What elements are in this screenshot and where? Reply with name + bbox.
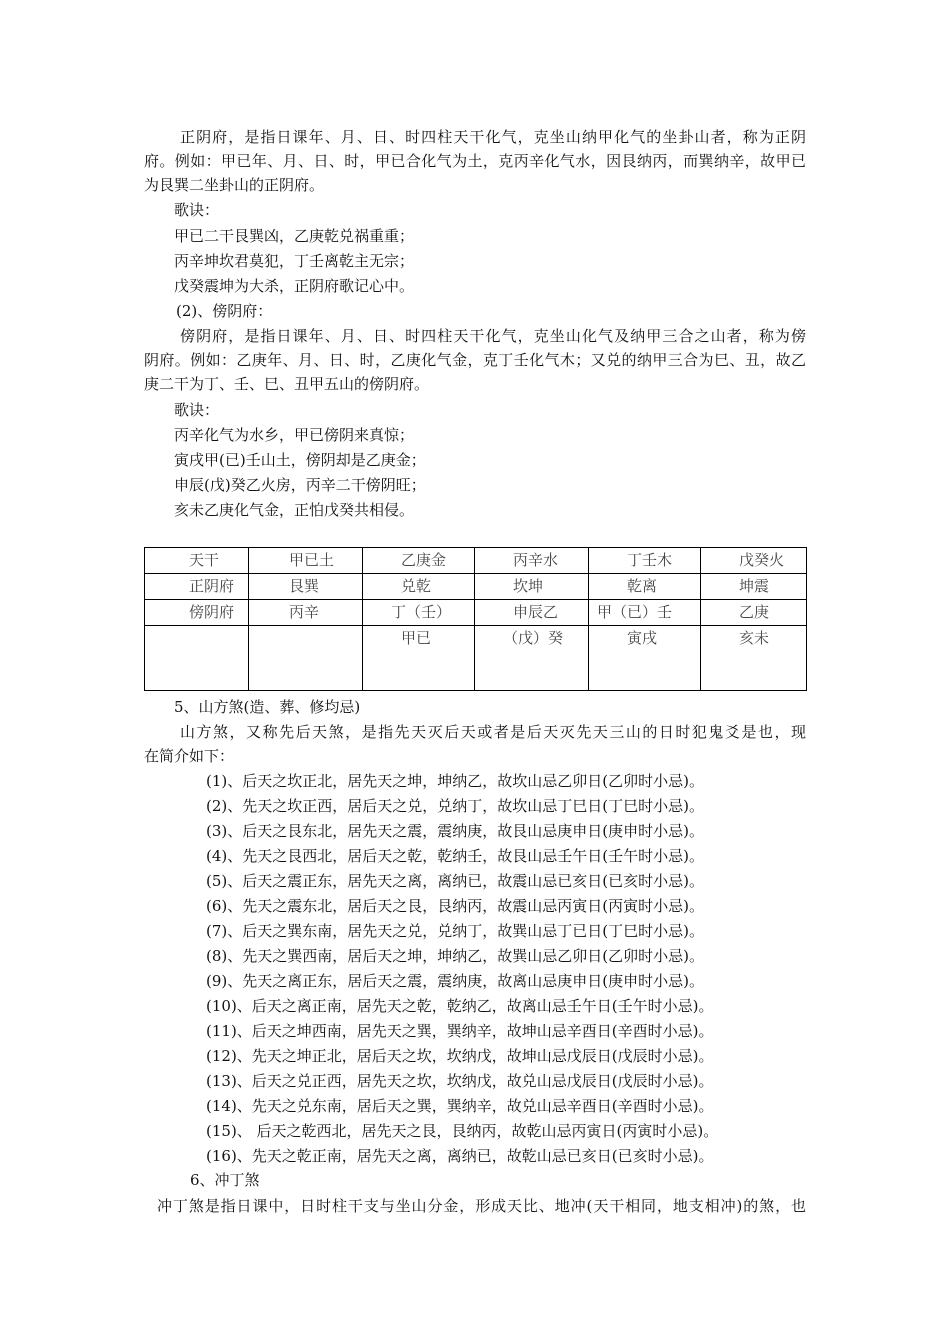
table-cell: 寅戌 (589, 626, 701, 691)
table-cell: 乙庚金 (363, 548, 475, 574)
heading-2: (2)、傍阴府： (176, 302, 273, 320)
table-cell: 傍阴府 (145, 600, 249, 626)
table-cell: 天干 (145, 548, 249, 574)
song1-line-2: 丙辛坤坎君莫犯，丁壬离乾主无宗； (174, 252, 415, 270)
yinfu-table (144, 547, 807, 691)
song1-line-3: 戊癸震坤为大杀，正阴府歌记心中。 (174, 277, 415, 295)
para2-line-2: 阴府。例如：乙庚年、月、日、时，乙庚化气金，克丁壬化气木；又兑的纳甲三合为巳、丑，故乙 (144, 351, 806, 369)
table-cell: 正阴府 (145, 574, 249, 600)
table-cell: （戊）癸 (475, 626, 589, 691)
table-cell: 丁（壬） (363, 600, 475, 626)
list-item: (14)、先天之兑东南，居后天之巽，巽纳辛，故兑山忌辛酉日(辛酉时小忌)。 (206, 1097, 714, 1115)
list-item: (12)、先天之坤正北，居后天之坎，坎纳戊，故坤山忌戊辰日(戊辰时小忌)。 (206, 1047, 714, 1065)
list-item: (3)、后天之艮东北，居先天之震，震纳庚，故艮山忌庚申日(庚申时小忌)。 (206, 822, 704, 840)
table-cell: 亥未 (701, 626, 807, 691)
song2-line-4: 亥未乙庚化气金，正怕戊癸共相侵。 (174, 501, 415, 519)
list-item: (13)、后天之兑正西，居先天之坎，坎纳戊，故兑山忌戊辰日(戊辰时小忌)。 (206, 1072, 714, 1090)
para5-line-2: 在简介如下： (144, 747, 235, 765)
table-cell: 坤震 (701, 574, 807, 600)
list-item: (5)、后天之震正东，居先天之离，离纳已，故震山忌已亥日(已亥时小忌)。 (206, 872, 704, 890)
list-item: (10)、后天之离正南，居先天之乾，乾纳乙，故离山忌壬午日(壬午时小忌)。 (206, 997, 714, 1015)
table-cell (145, 626, 249, 691)
para1-line-3: 为艮巽二坐卦山的正阴府。 (144, 176, 325, 194)
table-cell: 乾离 (589, 574, 701, 600)
para1-line-2: 府。例如：甲已年、月、日、时，甲已合化气为土，克丙辛化气水，因艮纳丙，而巽纳辛，故甲已 (144, 152, 806, 170)
table-cell: 甲已 (363, 626, 475, 691)
song2-line-1: 丙辛化气为水乡，甲已傍阴来真惊； (174, 426, 415, 444)
table-row (145, 574, 807, 600)
song1-line-1: 甲已二干艮巽凶，乙庚乾兑祸重重； (174, 227, 415, 245)
para5-line-1: 山方煞，又称先后天煞，是指先天灭后天或者是后天灭先天三山的日时犯鬼爻是也，现 (180, 723, 806, 741)
table-row (145, 600, 807, 626)
para2-line-3: 庚二干为丁、壬、巳、丑甲五山的傍阴府。 (144, 375, 430, 393)
list-item: (2)、先天之坎正西，居后天之兑，兑纳丁，故坎山忌丁巳日(丁巳时小忌)。 (206, 797, 704, 815)
table-row (145, 626, 807, 691)
list-item: (4)、先天之艮西北，居后天之乾，乾纳壬，故艮山忌壬午日(壬午时小忌)。 (206, 847, 704, 865)
para6-line-1: 冲丁煞是指日课中，日时柱干支与坐山分金，形成天比、地冲(天干相同，地支相冲)的煞，也 (157, 1197, 806, 1215)
list-item: (11)、后天之坤西南，居先天之巽，巽纳辛，故坤山忌辛酉日(辛酉时小忌)。 (206, 1022, 714, 1040)
list-item: (9)、先天之离正东，居后天之震，震纳庚，故离山忌庚申日(庚申时小忌)。 (206, 972, 704, 990)
table-cell: 乙庚 (701, 600, 807, 626)
list-item: (8)、先天之巽西南，居后天之坤，坤纳乙，故巽山忌乙卯日(乙卯时小忌)。 (206, 947, 704, 965)
table-cell: 申辰乙 (475, 600, 589, 626)
para2-line-1: 傍阴府，是指日课年、月、日、时四柱天干化气，克坐山化气及纳甲三合之山者，称为傍 (180, 327, 806, 345)
list-item: (1)、后天之坎正北，居先天之坤，坤纳乙，故坎山忌乙卯日(乙卯时小忌)。 (206, 772, 704, 790)
table-cell: 坎坤 (475, 574, 589, 600)
table-cell: 艮巽 (249, 574, 363, 600)
table-row (145, 548, 807, 574)
table-cell: 丙辛水 (475, 548, 589, 574)
table-cell: 丙辛 (249, 600, 363, 626)
heading-6: 6、冲丁煞 (190, 1171, 260, 1189)
table-cell: 甲（已）壬 (589, 600, 701, 626)
para1-line-1: 正阴府，是指日课年、月、日、时四柱天干化气，克坐山纳甲化气的坐卦山者，称为正阴 (180, 128, 806, 146)
table-cell: 丁壬木 (589, 548, 701, 574)
table-cell: 兑乾 (363, 574, 475, 600)
list-item: (15)、 后天之乾西北，居先天之艮，艮纳丙，故乾山忌丙寅日(丙寅时小忌)。 (206, 1122, 719, 1140)
song1-label: 歌诀： (174, 201, 220, 219)
table-cell (249, 626, 363, 691)
heading-5: 5、山方煞(造、葬、修均忌) (174, 698, 361, 716)
song2-line-3: 申辰(戊)癸乙火房，丙辛二干傍阴旺； (174, 476, 426, 494)
list-item: (16)、先天之乾正南，居先天之离，离纳已，故乾山忌已亥日(已亥时小忌)。 (206, 1147, 714, 1165)
song2-line-2: 寅戌甲(已)壬山土，傍阴却是乙庚金； (174, 451, 426, 469)
list-item: (6)、先天之震东北，居后天之艮，艮纳丙，故震山忌丙寅日(丙寅时小忌)。 (206, 897, 704, 915)
song2-label: 歌诀： (174, 401, 220, 419)
table-cell: 甲已土 (249, 548, 363, 574)
list-item: (7)、后天之巽东南，居先天之兑，兑纳丁，故巽山忌丁已日(丁巳时小忌)。 (206, 922, 704, 940)
table-cell: 戊癸火 (701, 548, 807, 574)
